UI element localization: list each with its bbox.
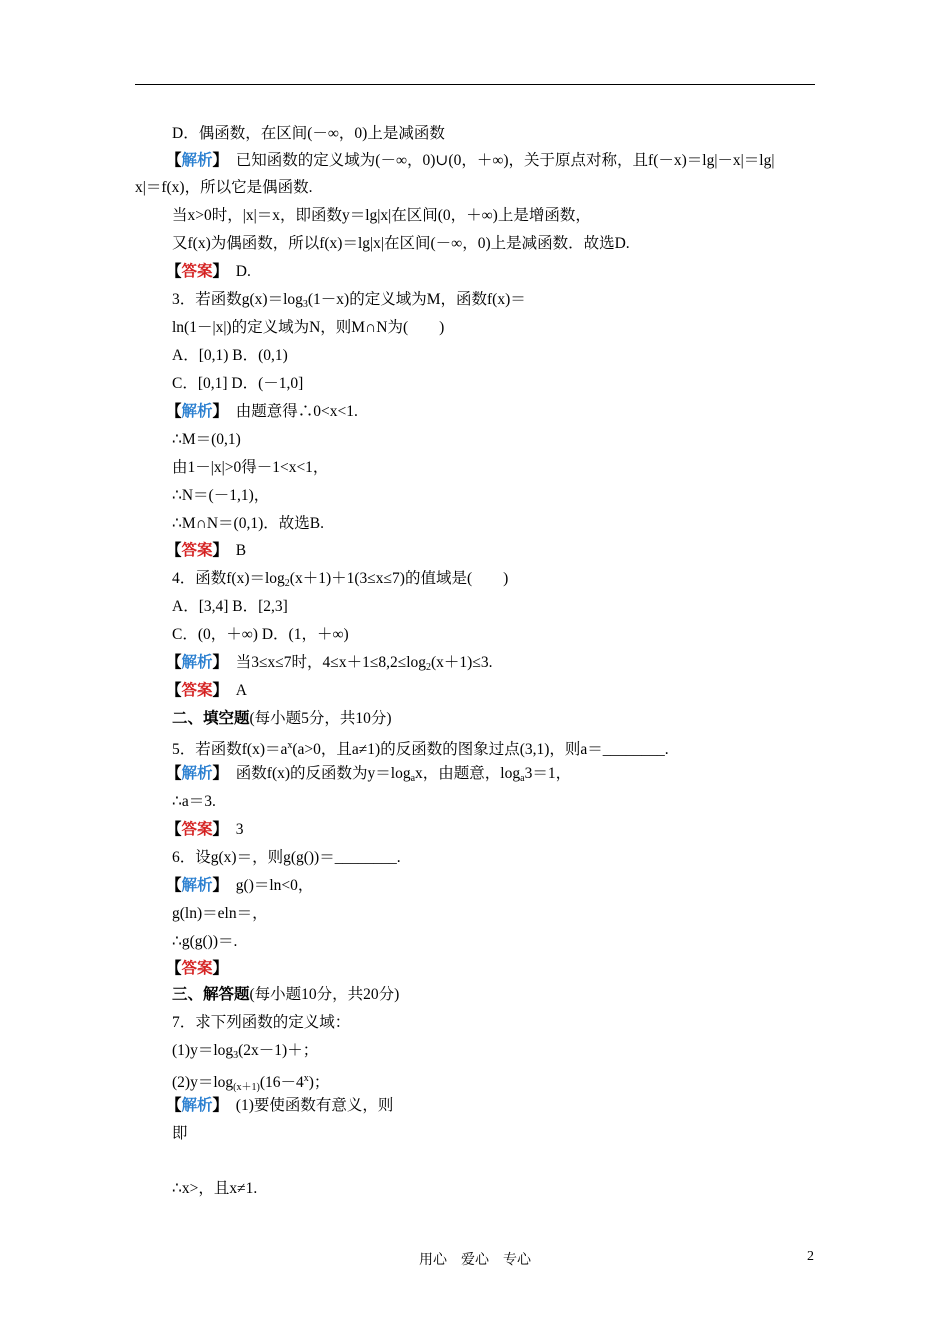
footer-motto: 用心 爱心 专心: [419, 1253, 531, 1268]
text-line: 由1－|x|>0得－1<x<1，: [172, 459, 329, 476]
section-heading-fill: 二、填空题(每小题5分，共10分): [172, 710, 392, 727]
question-5: 5．若函数$f(x)=a^x(a>0$，且a≠1)的反函数的图象过点(3,1)，则a＝________.: [172, 740, 669, 758]
analysis-label: 解析: [181, 152, 213, 169]
text-line: ∴N＝(－1,1)，: [172, 487, 270, 504]
answer-label: 答案: [181, 960, 213, 977]
answer-line: 【答案】 A: [166, 682, 247, 699]
text-line: 当x>0时，|x|＝x，即函数y＝lg|x|在区间(0，＋∞)上是增函数，: [172, 207, 591, 224]
text-line: ∴a＝3.: [172, 793, 216, 810]
text-line: $(1)y=\log_3(2x-1)+$；: [172, 1042, 319, 1061]
text-line: ln(1－|x|)的定义域为N，则M∩N为( ): [172, 319, 445, 336]
text-line: $(2)y=\log_{(x+1)}(16-4^x)$；: [172, 1073, 330, 1093]
text-line: ∴M∩N＝(0,1)．故选B.: [172, 515, 324, 532]
answer-label: 答案: [181, 821, 213, 838]
analysis-label: 解析: [181, 403, 213, 420]
analysis-line: 【解析】 由题意得∴0<x<1.: [166, 403, 358, 420]
question-7: 7．求下列函数的定义域：: [172, 1014, 351, 1031]
options-line: C．(0，＋∞) D．(1，＋∞): [172, 626, 349, 643]
analysis-line: 【解析】 g()＝ln<0，: [166, 877, 314, 894]
analysis-line: 【解析】 (1)要使函数有意义，则: [166, 1097, 394, 1114]
answer-line: 【答案】 B: [166, 542, 247, 559]
answer-line: 【答案】: [166, 960, 229, 977]
text-line: 又f(x)为偶函数，所以f(x)＝lg|x|在区间(－∞，0)上是减函数．故选D.: [172, 235, 630, 252]
analysis-label: 解析: [181, 877, 213, 894]
analysis-line: 【解析】 已知函数的定义域为(－∞，0)∪(0，＋∞)，关于原点对称，且f(－x)＝lg|－x|＝lg|: [166, 152, 775, 169]
analysis-label: 解析: [181, 1097, 213, 1114]
answer-label: 答案: [181, 542, 213, 559]
analysis-label: 解析: [181, 765, 213, 782]
options-line: C．[0,1] D．(－1,0]: [172, 375, 304, 392]
text-line: ∴M＝(0,1): [172, 431, 241, 448]
option-d-line: D．偶函数，在区间(－∞，0)上是减函数: [172, 125, 445, 142]
answer-label: 答案: [181, 263, 213, 280]
options-line: A．[3,4] B．[2,3]: [172, 598, 288, 615]
analysis-line: 【解析】 当3≤x≤7时，$4\le x+1\le 8,2\le\log_2(x+1)\le 3$.: [166, 654, 493, 673]
answer-line: 【答案】 D.: [166, 263, 251, 280]
answer-label: 答案: [181, 682, 213, 699]
section-heading-solve: 三、解答题(每小题10分，共20分): [172, 986, 400, 1003]
question-6: 6．设g(x)＝，则g(g())＝________.: [172, 849, 401, 866]
header-rule: [135, 84, 815, 85]
analysis-line: 【解析】 函数f(x)的反函数为$y=\log_ax$，由题意，$\log_a3=1$，: [166, 765, 572, 784]
text-line: ∴g(g())＝.: [172, 933, 238, 950]
question-4: 4．函数$f(x)=\log_2(x+1)+1(3\le x\le 7)$的值域是( ): [172, 570, 509, 589]
question-3: 3．若函数$g(x)=\log_3(1-x)$的定义域为M，函数f(x)＝: [172, 291, 526, 310]
text-line: g(ln)＝eln＝，: [172, 905, 268, 922]
text-line: ∴x>，且x≠1.: [172, 1180, 258, 1197]
answer-line: 【答案】 3: [166, 821, 244, 838]
text-line: 即: [172, 1125, 188, 1142]
text-line: x|＝f(x)，所以它是偶函数.: [135, 179, 313, 196]
page-number: 2: [807, 1249, 814, 1264]
analysis-label: 解析: [181, 654, 213, 671]
options-line: A．[0,1) B．(0,1): [172, 347, 288, 364]
